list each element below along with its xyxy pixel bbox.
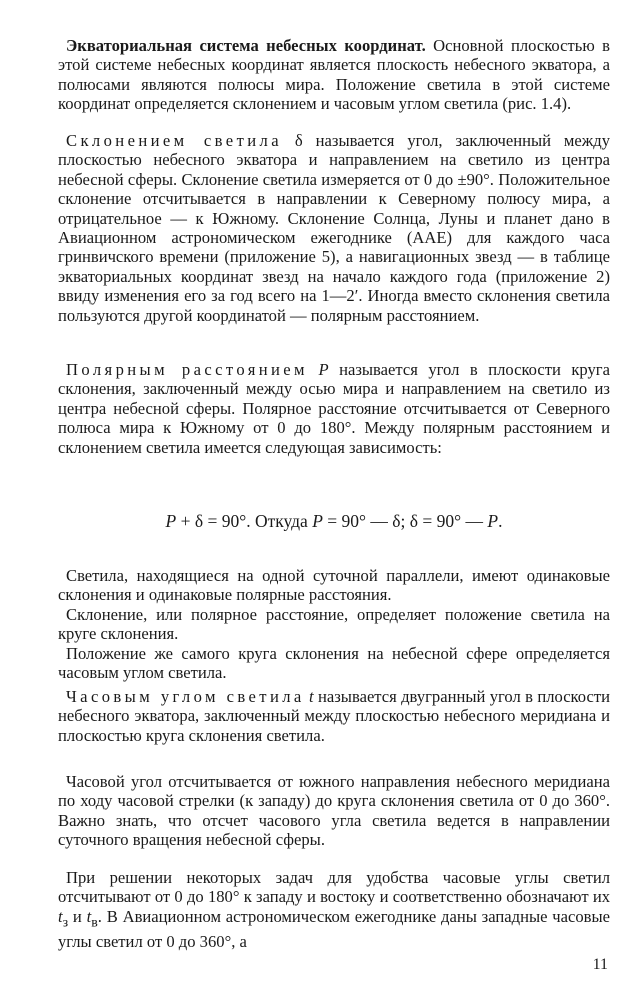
paragraph-position-on-circle: Склонение, или полярное расстояние, определяет положение светила на круге склонения. [58, 605, 610, 644]
paragraph-text: . В Авиационном астрономическом ежегоднике даны западные часовые углы светил от 0 до 360°, а [58, 906, 610, 951]
formula-var: P [312, 511, 323, 531]
formula-var: P [165, 511, 177, 531]
paragraph-text: называется двугранный угол в плоскости небесного экватора, заключенный между плоскостью небесного меридиана и плоскостью круга склонения светила. [58, 687, 610, 745]
formula-part: = 90° — δ; δ = 90° — [322, 511, 488, 531]
paragraph-text: При решении некоторых задач для удобства часовые углы светил отсчитывают от 0 до 180° к западу и востоку и соответственно обозначают их [58, 868, 610, 907]
paragraph-hour-angle [58, 687, 610, 745]
term-declination: Склонением светила [66, 131, 282, 150]
term-polar-distance: Полярным расстоянием [66, 360, 308, 379]
term-hour-angle: Часовым углом светила [66, 687, 305, 706]
paragraph-circle-position: Положение же самого круга склонения на небесной сфере определяется часовым углом светила. [58, 644, 610, 683]
symbol-t-east: t [86, 906, 92, 926]
symbol-t-west: t [58, 906, 63, 926]
paragraph-text: Основной плоскостью в этой системе небесных координат является плоскость небесного экватора, а полюсами являются полюсы мира. Положение светила в этой системе координат определяется склонением и часовым углом светила (рис. 1.4). [58, 36, 610, 114]
section-heading: Экваториальная система небесных координат. [66, 36, 426, 55]
paragraph-declination [58, 131, 610, 325]
formula-polar-declination [58, 510, 610, 532]
paragraph-west-east-angles [58, 868, 610, 951]
paragraph-diurnal-parallel: Светила, находящиеся на одной суточной параллели, имеют одинаковые склонения и одинаковые полярные расстояния. [58, 566, 610, 605]
formula-part: . [498, 511, 503, 531]
paragraph-text: и [68, 906, 87, 926]
subscript-west: з [62, 914, 69, 930]
paragraph-text: называется угол, заключенный между плоскостью небесного экватора и направлением на светило из центра небесной сферы. Склонение светила измеряется от 0 до ±90°. Положительное склонение отсчитывается в направлении к Северному полюсу мира, а отрицательное — к Южному. Склонение Солнца, Луны и планет дано в Авиационном астрономическом ежегоднике (ААЕ) для каждого часа гринвичского времени (приложение 5), а навигационных звезд — в таблице экваториальных координат звезд на начало каждого года (приложение 2) ввиду изменения его за год всего на 1—2′. Иногда вместо склонения светила пользуются другой координатой — полярным расстоянием. [58, 131, 610, 325]
symbol-t: t [309, 687, 314, 706]
subscript-east: в [91, 914, 98, 930]
symbol-p: P [318, 360, 329, 379]
paragraph-equatorial-system [58, 36, 610, 114]
paragraph-polar-distance [58, 360, 610, 457]
formula-part: + δ = 90°. Откуда [176, 511, 313, 531]
paragraph-text: называется угол в плоскости круга склонения, заключенный между осью мира и направлением на светило из центра небесной сферы. Полярное расстояние отсчитывается от Северного полюса мира к Южному от 0 до 180°. Между полярным расстоянием и склонением светила имеется следующая зависимость: [58, 360, 610, 457]
formula-var: P [487, 511, 499, 531]
page-number: 11 [592, 956, 608, 973]
paragraph-hour-angle-counting: Часовой угол отсчитывается от южного направления небесного меридиана по ходу часовой стрелки (к западу) до круга склонения светила от 0 до 360°. Важно знать, что отсчет часового угла светила ведется в направлении суточного вращения небесной сферы. [58, 772, 610, 850]
symbol-delta: δ [294, 131, 303, 150]
